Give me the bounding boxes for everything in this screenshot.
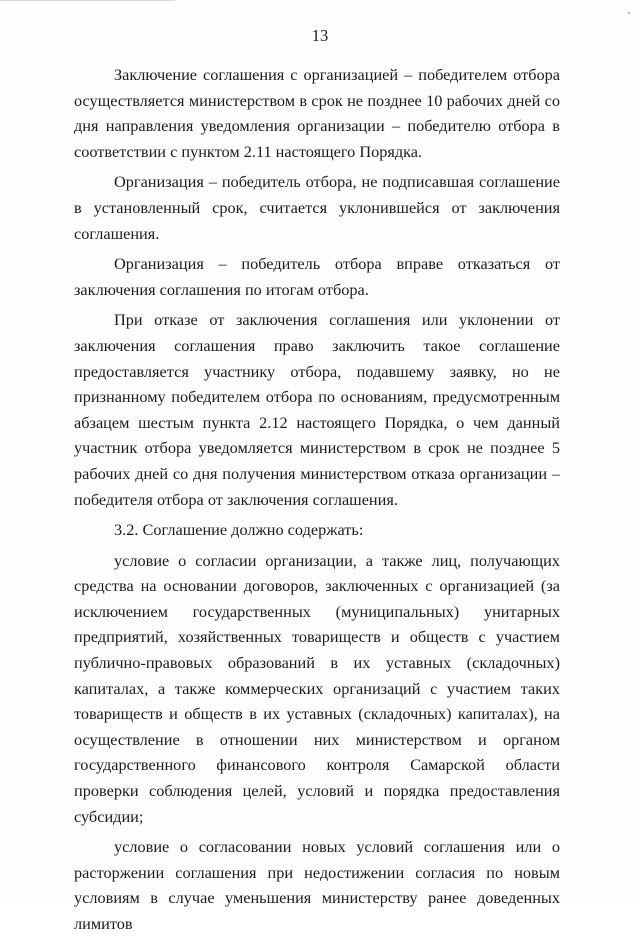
document-body (74, 62, 560, 937)
page-number: 13 (311, 26, 329, 45)
scan-dot (628, 12, 630, 14)
paragraph-agreement-conclusion: Заключение соглашения с организацией – победителем отбора осуществляется министерством в срок не позднее 10 рабочих дней со дня направления уведомления организации – победителю отбора в соответствии с пунктом 2.11 настоящего Порядка. (74, 65, 560, 161)
paragraph-refusal-procedure: При отказе от заключения соглашения или уклонении от заключения соглашения право заключить такое соглашение предоставляется участнику отбора, подавшему заявку, но не признанному победителем отбора по основаниям, предусмотренным абзацем шестым пункта 2.12 настоящего Порядка, о чем данный участник отбора уведомляется министерством в срок не позднее 5 рабочих дней со дня получения министерством отказа организации – победителя отбора от заключения соглашения. (74, 310, 560, 509)
paragraph-new-conditions: условие о согласовании новых условий соглашения или о расторжении соглашения при недостижении согласия по новым условиям в случае уменьшения министерству ранее доведенных лимитов (74, 837, 560, 933)
paragraph-consent-condition: условие о согласии организации, а также лиц, получающих средства на основании договоров, заключенных с организацией (за исключением государственных (муниципальных) унитарных предприятий, хозяйственных товариществ и обществ с участием публично-правовых образований в их уставных (складочных) капиталах, а также коммерческих организаций с участием таких товариществ и обществ в их уставных (складочных) капиталах), на осуществление в отношении них министерством и органом государственного финансового контроля Самарской области проверки соблюдения целей, условий и порядка предоставления субсидии; (74, 550, 560, 826)
paragraph-right-to-refuse: Организация – победитель отбора вправе отказаться от заключения соглашения по итогам отбора. (74, 254, 560, 299)
paragraph-unsigned-agreement: Организация – победитель отбора, не подписавшая соглашение в установленный срок, считается уклонившейся от заключения соглашения. (74, 172, 560, 243)
scan-edge-line (0, 0, 175, 2)
paragraph-section-3-2: 3.2. Соглашение должно содержать: (114, 520, 364, 540)
